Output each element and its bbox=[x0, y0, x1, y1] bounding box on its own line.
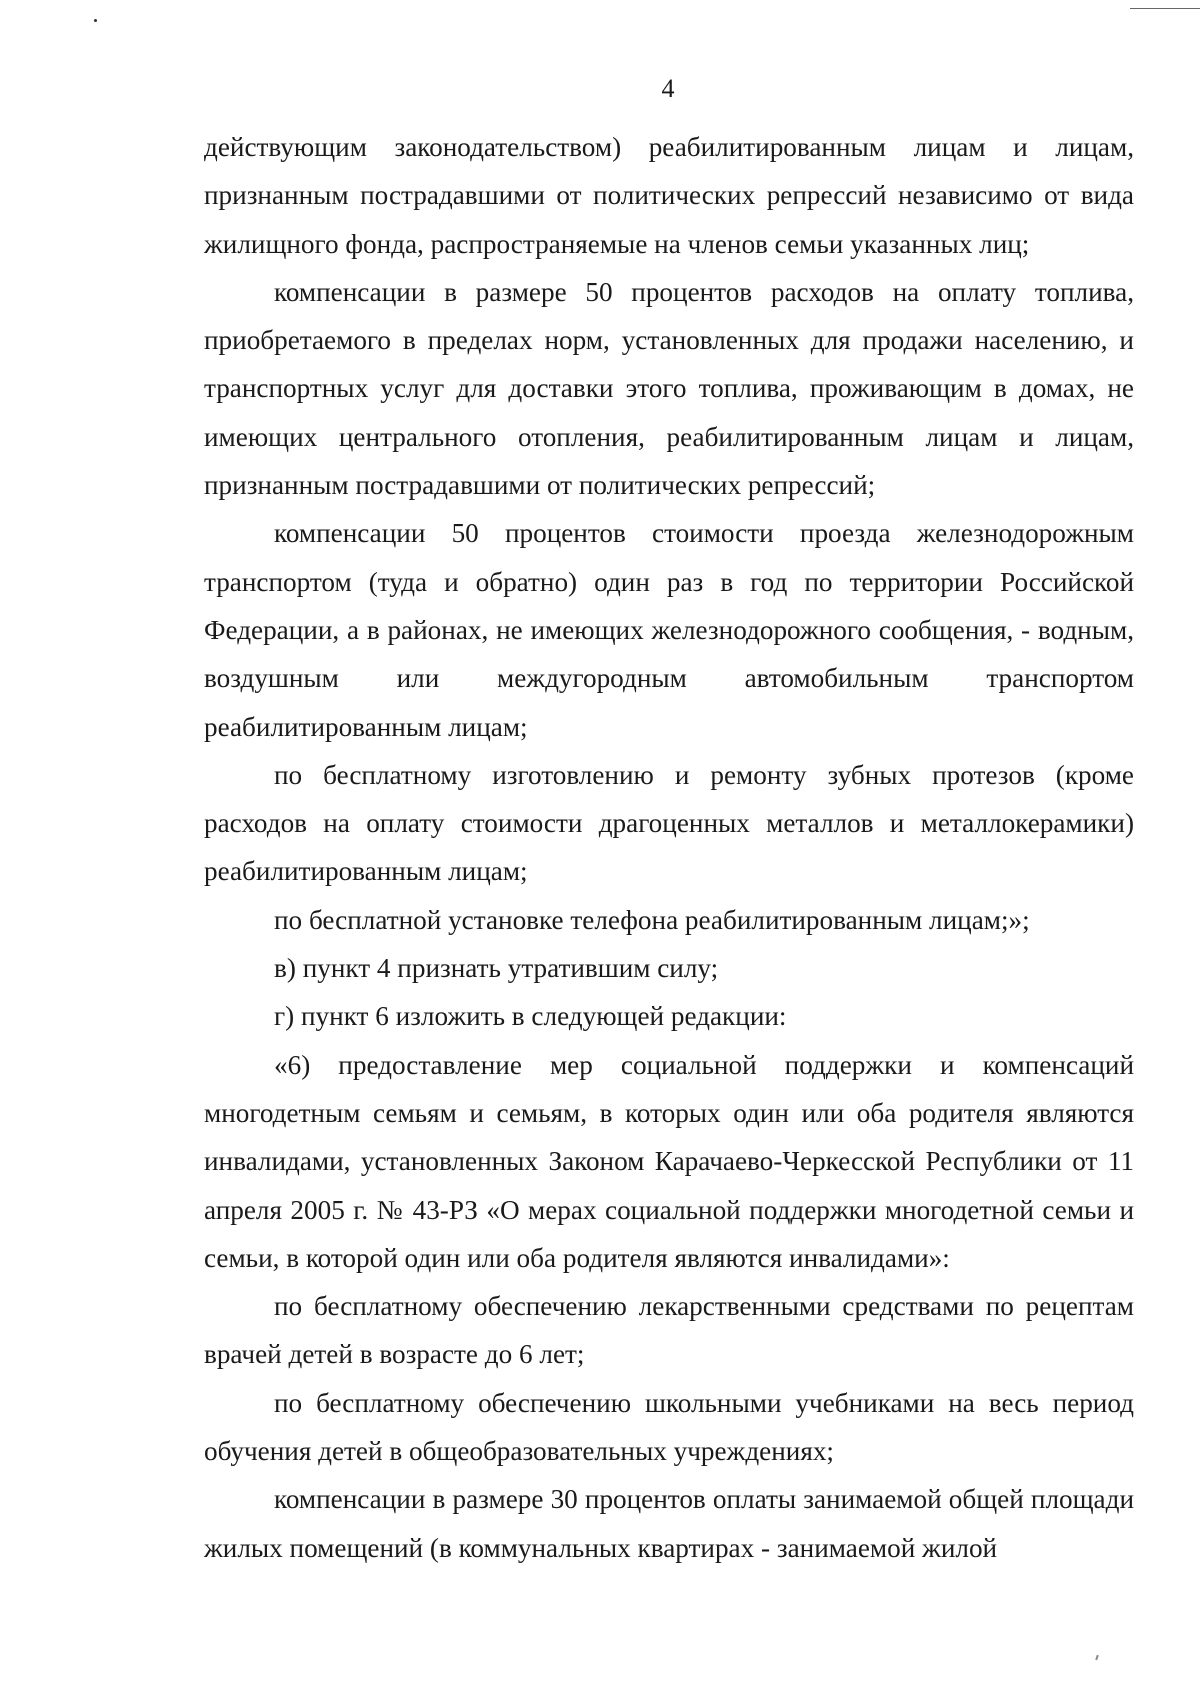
paragraph: по бесплатной установке телефона реабилитированным лицам;»; bbox=[274, 904, 1030, 935]
page-number: 4 bbox=[661, 74, 675, 103]
scan-artifact-dot bbox=[94, 19, 97, 22]
paragraph: компенсации в размере 30 процентов оплаты занимаемой общей площади жилых помещений (в коммунальных квартирах - занимаемой жилой bbox=[204, 1484, 1134, 1563]
scan-artifact-line bbox=[1130, 8, 1200, 9]
document-body bbox=[204, 123, 1134, 1572]
paragraph: г) пункт 6 изложить в следующей редакции: bbox=[274, 1001, 787, 1032]
paragraph: компенсации 50 процентов стоимости проезда железнодорожным транспортом (туда и обратно) один раз в год по территории Российской Федерации, а в районах, не имеющих железнодорожного сообщения, - водным, воздушным или междугородным автомобильным транспортом реабилитированным лицам; bbox=[204, 518, 1134, 742]
scan-artifact-mark bbox=[1095, 1655, 1099, 1660]
paragraph: «6) предоставление мер социальной поддержки и компенсаций многодетным семьям и семьям, в которых один или оба родителя являются инвалидами, установленных Законом Карачаево-Черкесской Республики от 11 апреля 2005 г. № 43-РЗ «О мерах социальной поддержки многодетной семьи и семьи, в которой один или оба родителя являются инвалидами»: bbox=[204, 1049, 1134, 1273]
paragraph-continuation: действующим законодательством) реабилитированным лицам и лицам, признанным пострадавшими от политических репрессий независимо от вида жилищного фонда, распространяемые на членов семьи указанных лиц; bbox=[204, 132, 1134, 259]
paragraph: в) пункт 4 признать утратившим силу; bbox=[274, 953, 719, 984]
paragraph: по бесплатному обеспечению лекарственными средствами по рецептам врачей детей в возрасте до 6 лет; bbox=[204, 1291, 1134, 1370]
paragraph: по бесплатному обеспечению школьными учебниками на весь период обучения детей в общеобразовательных учреждениях; bbox=[204, 1387, 1134, 1467]
paragraph: компенсации в размере 50 процентов расходов на оплату топлива, приобретаемого в пределах норм, установленных для продажи населению, и транспортных услуг для доставки этого топлива, проживающим в домах, не имеющих центрального отопления, реабилитированным лицам и лицам, признанным пострадавшими от политических репрессий; bbox=[204, 276, 1134, 501]
paragraph: по бесплатному изготовлению и ремонту зубных протезов (кроме расходов на оплату стоимости драгоценных металлов и металлокерамики) реабилитированным лицам; bbox=[204, 759, 1134, 887]
